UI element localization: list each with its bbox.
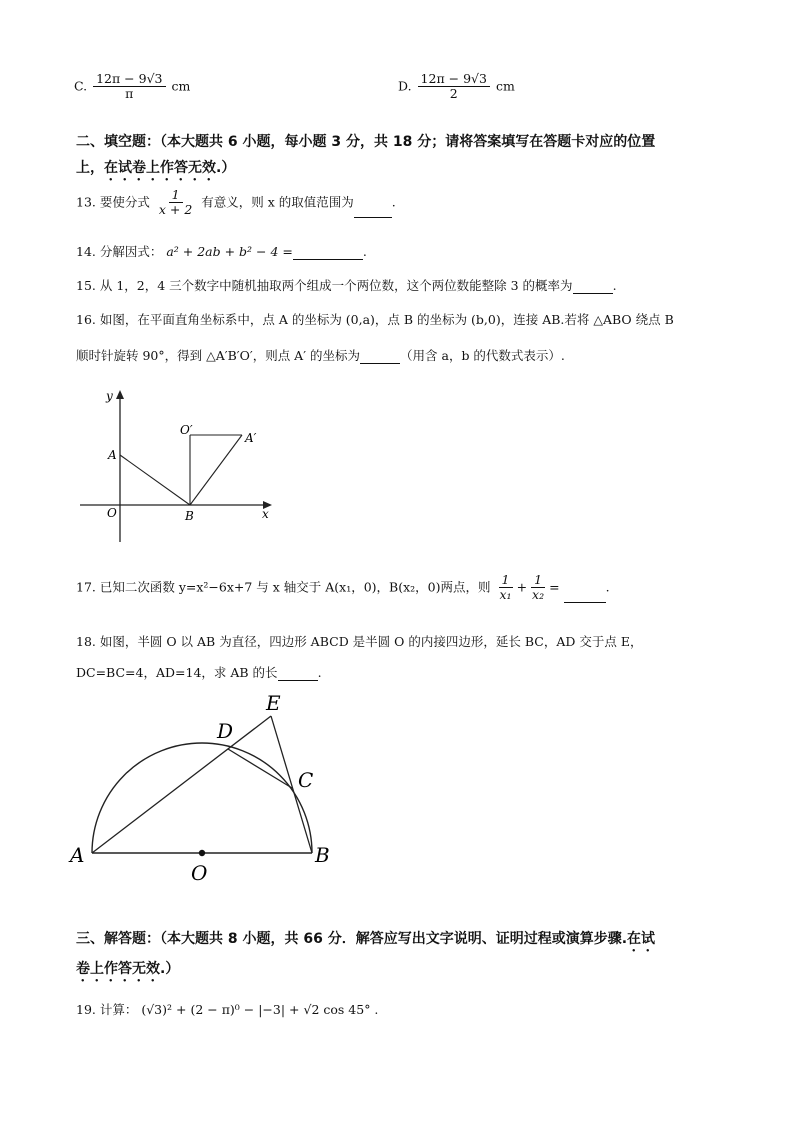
q16-line2-post: （用含 a，b 的代数式表示）.	[400, 348, 565, 363]
q15-end: .	[612, 278, 617, 293]
fig18-label-a: A	[70, 843, 85, 867]
q17-plus: +	[516, 579, 528, 595]
fig16-label-y: y	[106, 389, 113, 403]
option-c	[74, 72, 190, 102]
section3-line2-emphasis: 卷上作答无效	[76, 961, 160, 977]
q17-equals: =	[549, 579, 560, 595]
q17-fraction-1	[497, 573, 515, 603]
fig18-label-d: D	[217, 719, 234, 743]
q13-denominator: x + 2	[158, 202, 193, 218]
q14-expression: a² + 2ab + b² − 4 =	[166, 244, 293, 259]
section2-line2-post: .）	[216, 160, 236, 176]
option-d-numerator: 12π − 9√3	[418, 72, 490, 87]
fig16-label-o-prime: O′	[180, 423, 193, 437]
question-14	[76, 242, 367, 260]
option-d-denominator: 2	[449, 86, 458, 102]
question-19	[76, 1000, 378, 1018]
q19-pre: 19. 计算：	[76, 1002, 138, 1017]
question-16-line1: 16. 如图，在平面直角坐标系中，点 A 的坐标为 (0,a)，点 B 的坐标为 (b,0)，连接 AB.若将 △ABO 绕点 B	[76, 312, 674, 327]
question-18-line1: 18. 如图，半圆 O 以 AB 为直径，四边形 ABCD 是半圆 O 的内接四边形，延长 BC，AD 交于点 E，	[76, 634, 643, 649]
question-13	[76, 188, 396, 218]
fig16-segment-ab	[120, 455, 190, 505]
option-c-denominator: π	[125, 86, 134, 102]
q13-answer-blank[interactable]	[354, 202, 392, 218]
q17-answer-blank[interactable]	[564, 587, 606, 603]
q17-end: .	[605, 579, 610, 595]
fig16-label-b: B	[185, 509, 194, 523]
option-d	[398, 72, 515, 102]
q17-fraction-2-denominator: x₂	[532, 587, 545, 603]
section3-line1-emphasis: .在试	[621, 931, 656, 947]
q17-fraction-2	[529, 573, 547, 603]
q13-fraction	[156, 188, 195, 218]
fig16-y-axis-arrow	[116, 390, 124, 399]
fig16-label-a: A	[108, 448, 117, 462]
q17-fraction-2-numerator: 1	[531, 573, 545, 588]
q17-fraction-1-numerator: 1	[499, 573, 513, 588]
q16-line2-pre: 顺时针旋转 90°，得到 △A′B′O′，则点 A′ 的坐标为	[76, 348, 361, 363]
option-d-unit: cm	[495, 78, 515, 94]
q17-pre: 17. 已知二次函数 y=x²−6x+7 与 x 轴交于 A(x₁，0)，B(x₂，0)两点，则	[76, 579, 491, 595]
fig18-semicircle-arc	[92, 743, 312, 853]
section2-heading-line2	[76, 157, 235, 184]
question-15	[76, 276, 617, 294]
q17-fraction-1-denominator: x₁	[499, 587, 512, 603]
option-c-fraction	[93, 72, 165, 102]
option-c-numerator: 12π − 9√3	[93, 72, 165, 87]
fig16-label-x: x	[262, 507, 269, 521]
q13-pre: 13. 要使分式	[76, 194, 150, 210]
q18-answer-blank[interactable]	[278, 665, 318, 681]
q15-text: 15. 从 1，2，4 三个数字中随机抽取两个组成一个两位数，这个两位数能整除 3 的概率为	[76, 278, 573, 293]
q13-numerator: 1	[169, 188, 183, 203]
question-16-line2	[76, 346, 565, 364]
question-18-line2	[76, 663, 322, 681]
section3-line1-pre: 三、解答题：（本大题共 8 小题，共 66 分．解答应写出文字说明、证明过程或演算步骤	[76, 931, 622, 947]
q13-post: 有意义，则 x 的取值范围为	[201, 194, 354, 210]
section3-heading-line1	[76, 928, 655, 955]
section2-heading-line1: 二、填空题：（本大题共 6 小题，每小题 3 分，共 18 分；请将答案填写在答题卡对应的位置	[76, 134, 656, 150]
question-17	[76, 573, 610, 603]
fig16-label-o: O	[107, 506, 117, 520]
fig18-label-o: O	[191, 861, 208, 885]
section3-heading-line2	[76, 958, 179, 985]
q14-end: .	[362, 244, 367, 259]
option-c-unit: cm	[171, 78, 191, 94]
figure-18-semicircle	[60, 688, 350, 888]
q13-end: .	[391, 194, 396, 210]
section3-line2-post: .）	[160, 961, 180, 977]
q14-pre: 14. 分解因式：	[76, 244, 163, 259]
option-d-fraction	[418, 72, 490, 102]
fig18-center-point	[199, 850, 205, 856]
fig18-label-e: E	[266, 691, 281, 715]
option-c-label: C.	[74, 78, 88, 94]
section2-line2-pre: 上，	[76, 160, 104, 176]
q19-expression: (√3)² + (2 − π)⁰ − |−3| + √2 cos 45° .	[141, 1002, 379, 1017]
q18-line2-text: DC=BC=4，AD=14，求 AB 的长	[76, 665, 278, 680]
fig16-segment-a-prime-b	[190, 435, 242, 505]
fig18-label-b: B	[315, 843, 330, 867]
figure-16-coordinate-plane	[70, 380, 280, 550]
fig18-segment-ae	[92, 716, 271, 853]
q16-answer-blank[interactable]	[360, 348, 400, 364]
section2-line2-emphasis: 在试卷上作答无效	[104, 160, 216, 176]
fig18-label-c: C	[298, 768, 314, 792]
option-d-label: D.	[398, 78, 412, 94]
q18-end: .	[317, 665, 322, 680]
fig16-label-a-prime: A′	[245, 431, 257, 445]
q14-answer-blank[interactable]	[293, 244, 363, 260]
q15-answer-blank[interactable]	[573, 278, 613, 294]
